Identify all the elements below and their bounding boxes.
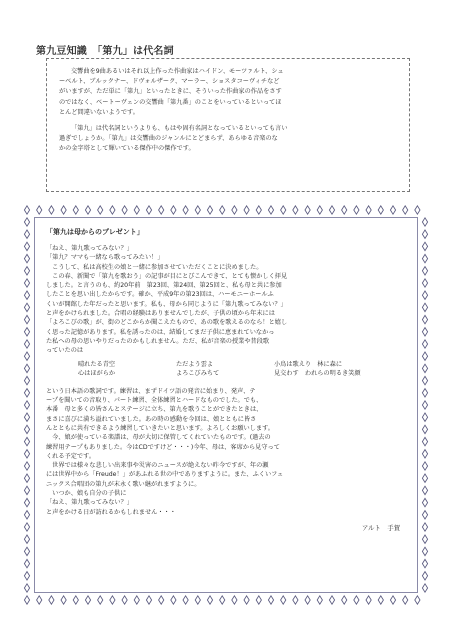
text-line: 「よろこびの歌」が、街のどこからか聞こえたもので、あの歌を歌えるのなら！と嬉し <box>46 319 288 327</box>
text-line: と声をかける日が訪れるかもしれません・・・ <box>46 508 176 516</box>
diamond-ornament <box>134 206 139 214</box>
essay-signature: アルト 手賀 <box>361 523 400 532</box>
diamond-ornament <box>422 450 427 458</box>
text-line: という日本語の歌詞です。練習は、まずドイツ語の発音に始まり、発声、テ <box>46 387 256 395</box>
diamond-ornament <box>422 437 427 445</box>
diamond-ornament <box>378 596 383 604</box>
diamond-ornament <box>422 572 427 580</box>
diamond-ornament <box>256 596 261 604</box>
diamond-ornament <box>24 242 29 250</box>
diamond-ornament <box>24 486 29 494</box>
diamond-ornament <box>422 401 427 409</box>
lyrics-phrase: 晴れたる青空 <box>78 360 116 368</box>
diamond-ornament <box>232 596 237 604</box>
diamond-ornament <box>329 596 334 604</box>
essay-body-after-poem <box>46 387 408 517</box>
diamond-ornament <box>342 596 347 604</box>
diamond-ornament <box>422 425 427 433</box>
text-line: と声をかけられました。合唱の経験はありませんでしたが、子供の頃から年末には <box>46 310 275 318</box>
diamond-ornament <box>183 596 188 604</box>
diamond-ornament <box>256 206 261 214</box>
diamond-ornament <box>98 206 103 214</box>
diamond-ornament <box>281 596 286 604</box>
diamond-ornament <box>422 364 427 372</box>
diamond-ornament <box>171 596 176 604</box>
diamond-ornament <box>24 230 29 238</box>
text-line: っていたのは <box>46 347 84 355</box>
diamond-ornament <box>24 572 29 580</box>
diamond-ornament <box>24 303 29 311</box>
diamond-ornament <box>24 340 29 348</box>
text-line: くれる予定です。 <box>46 452 96 460</box>
text-line: しました。と言うのも、約20年前 第23回、第24回、第25回と、私も母と共に参加 <box>46 282 282 290</box>
diamond-ornament <box>268 206 273 214</box>
diamond-ornament <box>293 596 298 604</box>
diamond-ornament <box>390 596 395 604</box>
lyrics-row <box>46 360 408 370</box>
diamond-ornament <box>342 206 347 214</box>
diamond-ornament <box>244 206 249 214</box>
diamond-ornament <box>366 206 371 214</box>
essay-content <box>46 227 408 532</box>
text-line: ープを聞いての音取り、パート練習、全体練習とハードなものでした。でも、 <box>46 397 263 405</box>
diamond-ornament <box>422 535 427 543</box>
diamond-ornament <box>73 206 78 214</box>
diamond-ornament <box>422 486 427 494</box>
text-line: がいますが、ただ単に「第九」といったときに、そういった作曲家の作品をさす <box>59 88 282 96</box>
diamond-ornament <box>422 242 427 250</box>
diamond-ornament <box>390 206 395 214</box>
diamond-ornament <box>24 352 29 360</box>
diamond-ornament <box>37 596 42 604</box>
diamond-ornament <box>422 352 427 360</box>
trivia-paragraph-1 <box>59 67 397 118</box>
diamond-ornament <box>403 596 408 604</box>
diamond-ornament <box>24 511 29 519</box>
diamond-ornament <box>24 462 29 470</box>
trivia-box <box>46 58 410 192</box>
diamond-ornament <box>422 303 427 311</box>
text-line: 「第九」は代名詞というよりも、もはや固有名詞となっているといっても言い <box>71 125 288 133</box>
text-line: したことを思い出したからです。確か、平成9年の第23回は、ハーモニーホールふ <box>46 291 274 299</box>
diamond-ornament <box>422 547 427 555</box>
diamond-ornament <box>220 206 225 214</box>
text-line: こうして、私は高校生の娘と一緒に参加させていただくことに決めました。 <box>46 263 263 271</box>
text-line: とんど間違いないようです。 <box>59 108 139 116</box>
text-line: 「ねえ、第九歌ってみない？」 <box>46 245 133 252</box>
text-line: 「第九？ママも一緒なら歌ってみたい！」 <box>46 254 164 262</box>
diamond-ornament <box>422 413 427 421</box>
text-line: 過ぎでしょうか。「第九」は交響曲のジャンルにとどまらず、あらゆる音楽のな <box>59 135 278 143</box>
diamond-ornament <box>422 291 427 299</box>
diamond-ornament <box>195 206 200 214</box>
diamond-ornament <box>24 437 29 445</box>
diamond-ornament <box>24 328 29 336</box>
diamond-ornament <box>24 291 29 299</box>
page-title: 第九豆知識 「第九」は代名詞 <box>36 46 174 57</box>
text-line: まさに喜びに満ち溢れていました。あの時の感動を今回は、娘とともに皆さ <box>46 415 257 423</box>
essay-body-before-poem <box>46 244 408 356</box>
diamond-ornament <box>422 254 427 262</box>
diamond-ornament <box>207 596 212 604</box>
text-line: くいが開館した年だったと思います。私も、母から同じように「第九歌ってみない？」 <box>46 300 287 308</box>
lyrics-phrase: 見交わす われらの明るき笑顔 <box>274 370 361 378</box>
diamond-ornament <box>207 206 212 214</box>
text-line: には世界中から「Freude！」があふれる世の中でありますように。また、ふくいフェ <box>46 471 284 479</box>
song-lyrics <box>46 360 408 379</box>
diamond-ornament <box>49 206 54 214</box>
diamond-ornament <box>24 474 29 482</box>
diamond-ornament <box>110 206 115 214</box>
diamond-ornament <box>317 206 322 214</box>
lyrics-phrase: ただよう雲よ <box>176 360 214 368</box>
diamond-ornament <box>159 596 164 604</box>
diamond-ornament <box>317 596 322 604</box>
diamond-ornament <box>422 230 427 238</box>
diamond-ornament <box>422 279 427 287</box>
diamond-ornament <box>422 462 427 470</box>
diamond-ornament <box>24 596 29 604</box>
diamond-ornament <box>422 389 427 397</box>
diamond-ornament <box>378 206 383 214</box>
diamond-ornament <box>422 511 427 519</box>
diamond-ornament <box>354 596 359 604</box>
diamond-ornament <box>37 206 42 214</box>
diamond-ornament <box>195 596 200 604</box>
diamond-ornament <box>422 498 427 506</box>
text-line: 「ねえ、第九歌ってみない？」 <box>46 499 133 507</box>
diamond-ornament <box>24 279 29 287</box>
lyrics-phrase: 小鳥は歌えり 林に森に <box>274 360 343 368</box>
diamond-ornament <box>24 498 29 506</box>
diamond-ornament <box>281 206 286 214</box>
diamond-ornament <box>24 547 29 555</box>
lyrics-phrase: 心はほがらか <box>78 370 116 378</box>
diamond-ornament <box>422 267 427 275</box>
diamond-ornament <box>366 596 371 604</box>
diamond-ornament <box>85 596 90 604</box>
diamond-ornament <box>305 596 310 604</box>
text-line: この春、新聞で「第九を歌おう」の記事が目にとびこんできて、とても懐かしく拝見 <box>46 272 288 280</box>
diamond-ornament <box>24 364 29 372</box>
diamond-ornament <box>24 389 29 397</box>
text-line: 今、娘が使っている楽譜は、母が大切に保管してくれていたものです。(過去の <box>46 434 271 442</box>
diamond-ornament <box>122 206 127 214</box>
trivia-paragraph-2 <box>59 124 397 155</box>
diamond-ornament <box>24 206 29 214</box>
diamond-ornament <box>24 401 29 409</box>
text-line: 交響曲を9曲あるいはそれ以上作った作曲家はハイドン、モーツァルト、シュ <box>71 68 284 75</box>
diamond-ornament <box>24 254 29 262</box>
diamond-ornament <box>24 425 29 433</box>
diamond-ornament <box>146 206 151 214</box>
text-line: 練習用テープもありました。今はCDですけど・・・)今年、母は、客席から見守って <box>46 443 280 451</box>
diamond-ornament <box>232 206 237 214</box>
diamond-ornament <box>24 584 29 592</box>
text-line: ーベルト、ブルックナー、ドヴォルザーク、マーラー、ショスタコーヴィチなど <box>59 78 280 86</box>
text-line: ニックス合唱団の第九が末永く歌い継がれますように。 <box>46 480 201 488</box>
diamond-ornament <box>268 596 273 604</box>
diamond-ornament <box>24 267 29 275</box>
diamond-ornament <box>73 596 78 604</box>
diamond-ornament <box>354 206 359 214</box>
diamond-ornament <box>422 376 427 384</box>
diamond-ornament <box>24 523 29 531</box>
diamond-ornament <box>24 315 29 323</box>
lyrics-row <box>46 369 408 379</box>
text-line: かの金字塔として輝いている傑作中の傑作です。 <box>59 145 195 153</box>
diamond-ornament <box>305 206 310 214</box>
diamond-ornament <box>183 206 188 214</box>
diamond-ornament <box>244 596 249 604</box>
essay-frame <box>22 205 430 605</box>
diamond-ornament <box>24 535 29 543</box>
diamond-ornament <box>24 450 29 458</box>
text-line: た私への母の思いやりだったのかもしれません。ただ、私が音楽の授業や昔段歌 <box>46 337 270 345</box>
diamond-ornament <box>85 206 90 214</box>
diamond-ornament <box>122 596 127 604</box>
text-line: いつか、娘も自分の子供に <box>46 490 127 498</box>
diamond-ornament <box>134 596 139 604</box>
diamond-ornament <box>171 206 176 214</box>
diamond-ornament <box>61 206 66 214</box>
diamond-ornament <box>146 596 151 604</box>
diamond-ornament <box>293 206 298 214</box>
diamond-ornament <box>403 206 408 214</box>
diamond-ornament <box>422 523 427 531</box>
diamond-ornament <box>110 596 115 604</box>
diamond-ornament <box>422 559 427 567</box>
diamond-ornament <box>422 328 427 336</box>
text-line: 世界では様々な悲しい出来事や災害のニュースが絶えない昨今ですが、年の瀬 <box>46 462 269 470</box>
diamond-ornament <box>329 206 334 214</box>
diamond-ornament <box>98 596 103 604</box>
diamond-ornament <box>422 218 427 226</box>
diamond-ornament <box>422 340 427 348</box>
diamond-ornament <box>220 596 225 604</box>
diamond-ornament <box>24 559 29 567</box>
diamond-ornament <box>422 474 427 482</box>
diamond-ornament <box>415 596 420 604</box>
diamond-ornament <box>24 376 29 384</box>
text-line: のではなく、ベートーヴェンの交響曲「第九番」のことをいっているといってほ <box>59 98 282 106</box>
text-line: く思った記憶があります。私を誘ったのは、結婚してまだ子供に恵まれていなかっ <box>46 328 275 336</box>
diamond-ornament <box>61 596 66 604</box>
diamond-ornament <box>159 206 164 214</box>
diamond-ornament <box>422 584 427 592</box>
essay-title: 「第九は母からのプレゼント」 <box>46 228 144 236</box>
diamond-ornament <box>422 315 427 323</box>
lyrics-phrase: よろこびみちて <box>176 370 220 378</box>
diamond-ornament <box>49 596 54 604</box>
text-line: 本番 母と多くの皆さんとステージに立ち、第九を歌うことができたときは、 <box>46 406 263 414</box>
diamond-ornament <box>24 413 29 421</box>
text-line: んとともに共有できるよう練習していきたいと思います。よろしくお願いします。 <box>46 424 274 432</box>
diamond-ornament <box>415 206 420 214</box>
diamond-ornament <box>24 218 29 226</box>
